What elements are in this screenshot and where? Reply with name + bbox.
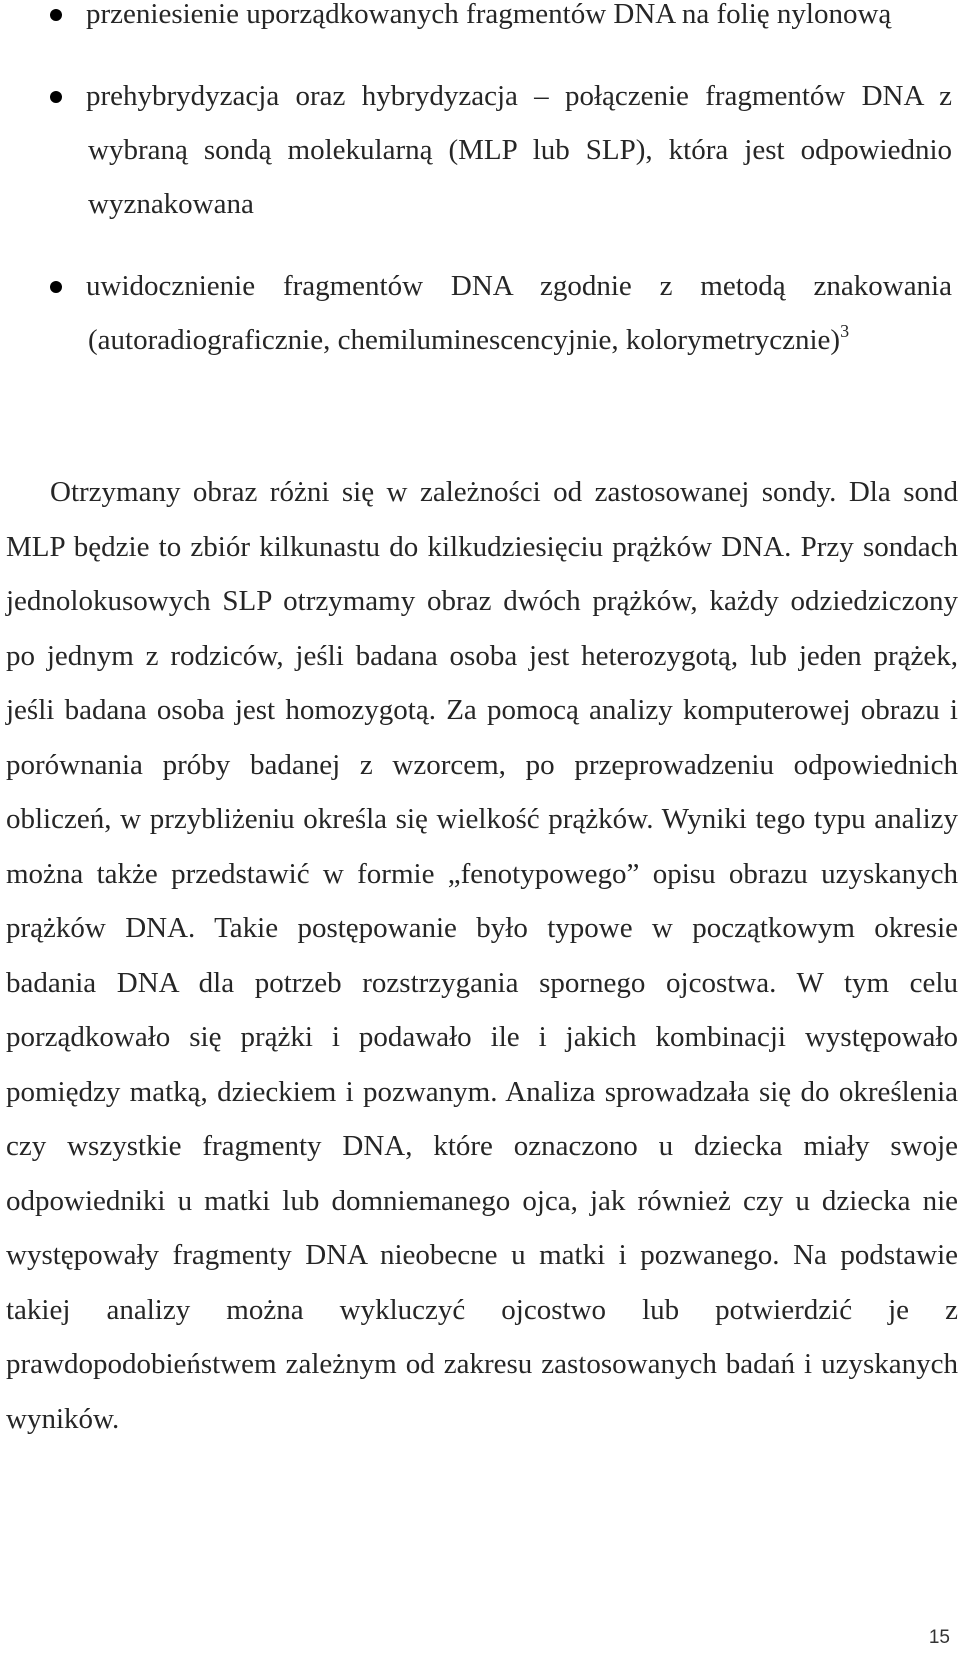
bullet-text: prehybrydyzacja oraz hybrydyzacja – połączenie fragmentów DNA z wybraną sondą molekularną (MLP lub SLP), która jest odpowiednio wyznakowana bbox=[86, 80, 952, 220]
body-paragraph: Otrzymany obraz różni się w zależności od zastosowanej sondy. Dla sond MLP będzie to zbiór kilkunastu do kilkudziesięciu prążków DNA. Przy sondach jednolokusowych SLP otrzymamy obraz dwóch prążków, każdy odziedziczony po jednym z rodziców, jeśli badana osoba jest heterozygotą, lub jeden prążek, jeśli badana osoba jest homozygotą. Za pomocą analizy komputerowej obrazu i porównania próby badanej z wzorcem, po przeprowadzeniu odpowiednich obliczeń, w przybliżeniu określa się wielkość prążków. Wyniki tego typu analizy można także przedstawić w formie „fenotypowego” opisu obrazu uzyskanych prążków DNA. Takie postępowanie było typowe w początkowym okresie badania DNA dla potrzeb rozstrzygania spornego ojcostwa. W tym celu porządkowało się prążki i podawało ile i jakich kombinacji występowało pomiędzy matką, dzieckiem i pozwanym. Analiza sprowadzała się do określenia czy wszystkie fragmenty DNA, które oznaczono u dziecka miały swoje odpowiedniki u matki lub domniemanego ojca, jak również czy u dziecka nie występowały fragmenty DNA nieobecne u matki i pozwanego. Na podstawie takiej analizy można wykluczyć ojcostwo lub potwierdzić je z prawdopodobieństwem zależnym od zakresu zastosowanych badań i uzyskanych wyników. bbox=[6, 476, 958, 1435]
bullet-text: przeniesienie uporządkowanych fragmentów DNA na folię nylonową bbox=[86, 0, 892, 30]
bullet-item-hybridization bbox=[0, 69, 960, 231]
bullet-list bbox=[0, 0, 960, 395]
bullet-text: uwidocznienie fragmentów DNA zgodnie z metodą znakowania (autoradiograficznie, chemiluminescencyjnie, kolorymetrycznie) bbox=[86, 270, 952, 356]
bullet-item-transfer bbox=[0, 0, 960, 41]
bullet-item-visualization bbox=[0, 259, 960, 367]
page-number: 15 bbox=[928, 1627, 950, 1648]
footnote-marker: 3 bbox=[840, 321, 850, 341]
